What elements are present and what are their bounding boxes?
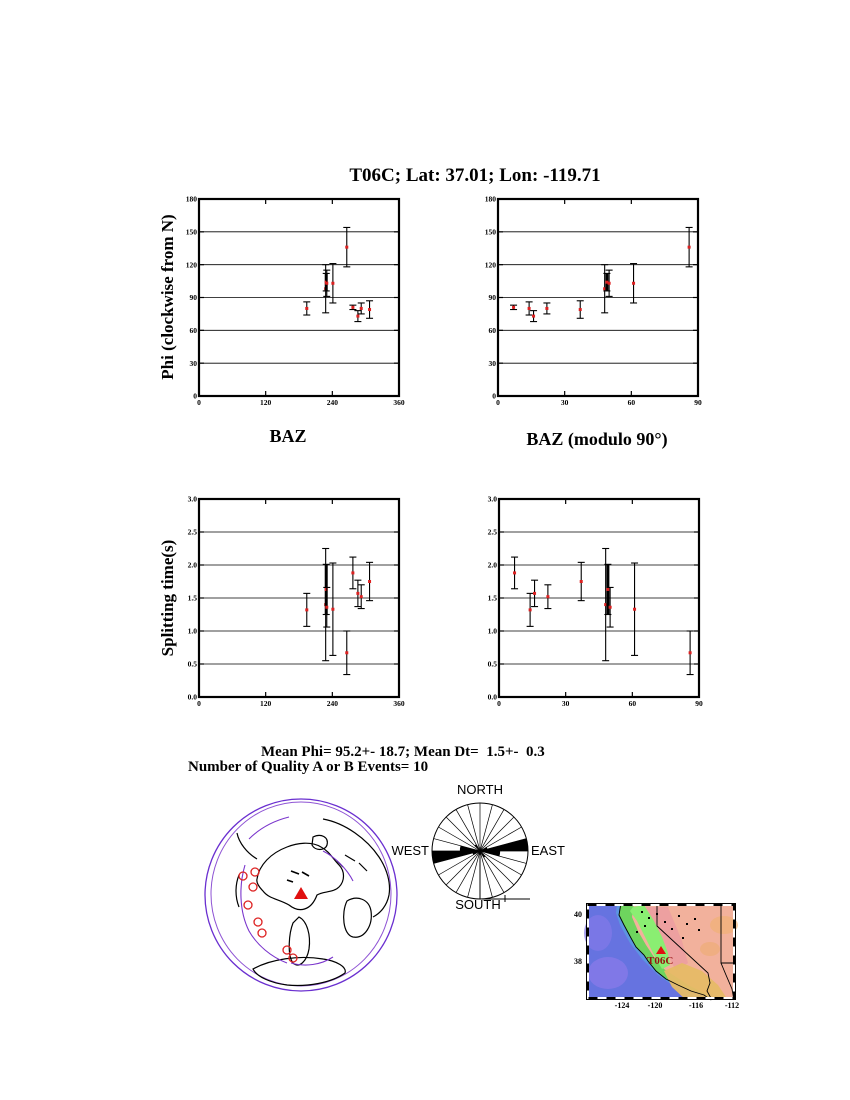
dt-vs-bazmod-panel <box>473 489 713 719</box>
svg-text:90: 90 <box>695 699 703 708</box>
svg-text:30: 30 <box>560 398 569 407</box>
svg-text:30: 30 <box>488 358 496 368</box>
map-lon-tick-1: -124 <box>614 1001 630 1010</box>
svg-text:120: 120 <box>484 260 496 270</box>
svg-text:360: 360 <box>393 699 405 708</box>
svg-text:2.5: 2.5 <box>187 527 197 537</box>
rose-label-north: NORTH <box>457 782 503 797</box>
svg-text:60: 60 <box>627 398 636 407</box>
svg-text:240: 240 <box>326 699 338 708</box>
svg-text:30: 30 <box>561 699 570 708</box>
svg-text:0.5: 0.5 <box>187 659 197 669</box>
baz-label: BAZ <box>269 426 307 446</box>
svg-text:0.5: 0.5 <box>487 659 497 669</box>
svg-text:120: 120 <box>185 260 197 270</box>
event-count-text: Number of Quality A or B Events= 10 <box>188 759 429 775</box>
phi-vs-baz-panel <box>173 189 413 418</box>
phi-axis-label: Phi (clockwise from N) <box>158 214 177 380</box>
svg-text:0: 0 <box>497 699 501 708</box>
baz-mod-label: BAZ (modulo 90°) <box>526 429 668 449</box>
svg-text:180: 180 <box>484 194 496 204</box>
figure-title: T06C; Lat: 37.01; Lon: -119.71 <box>349 165 601 186</box>
globe-map <box>195 795 410 995</box>
fast-direction-rose <box>390 778 575 918</box>
phi-vs-bazmod-panel <box>472 189 712 418</box>
svg-text:240: 240 <box>326 398 338 407</box>
map-lat-tick-1: 40 <box>574 910 582 919</box>
rose-label-south: SOUTH <box>455 897 501 912</box>
deep-ocean-patch1 <box>588 957 628 989</box>
dt-axis-label: Splitting time(s) <box>158 539 177 657</box>
svg-text:60: 60 <box>488 325 496 335</box>
basin-patch2 <box>700 942 720 956</box>
svg-text:2.0: 2.0 <box>187 560 197 570</box>
svg-text:1.5: 1.5 <box>487 593 497 603</box>
mean-summary-text: Mean Phi= 95.2+- 18.7; Mean Dt= 1.5+- 0.3 <box>261 744 545 760</box>
rose-label-east: EAST <box>531 843 565 858</box>
rose-label-west: WEST <box>391 843 429 858</box>
svg-text:3.0: 3.0 <box>487 494 497 504</box>
svg-text:180: 180 <box>185 194 197 204</box>
svg-text:0.0: 0.0 <box>487 692 497 702</box>
svg-text:360: 360 <box>393 398 405 407</box>
svg-text:2.5: 2.5 <box>487 527 497 537</box>
svg-text:90: 90 <box>189 293 197 303</box>
svg-text:30: 30 <box>189 358 197 368</box>
map-lon-tick-3: -116 <box>688 1001 704 1010</box>
regional-topo-map <box>586 903 736 1000</box>
svg-text:0: 0 <box>197 398 201 407</box>
svg-text:1.0: 1.0 <box>487 626 497 636</box>
svg-text:90: 90 <box>694 398 702 407</box>
svg-text:0.0: 0.0 <box>187 692 197 702</box>
map-station-label: T06C <box>647 955 674 967</box>
svg-text:0: 0 <box>492 391 496 401</box>
svg-text:2.0: 2.0 <box>487 560 497 570</box>
svg-text:90: 90 <box>488 293 496 303</box>
svg-text:1.5: 1.5 <box>187 593 197 603</box>
svg-text:3.0: 3.0 <box>187 494 197 504</box>
svg-text:1.0: 1.0 <box>187 626 197 636</box>
svg-text:120: 120 <box>260 699 272 708</box>
svg-text:0: 0 <box>496 398 500 407</box>
map-lon-tick-2: -120 <box>647 1001 663 1010</box>
svg-text:60: 60 <box>628 699 637 708</box>
dt-vs-baz-panel <box>173 489 413 719</box>
map-lat-tick-2: 38 <box>574 957 582 966</box>
plate-boundaries <box>241 817 353 965</box>
continent-outlines <box>236 819 390 986</box>
svg-text:150: 150 <box>484 227 496 237</box>
svg-text:0: 0 <box>193 391 197 401</box>
svg-text:150: 150 <box>185 227 197 237</box>
svg-text:120: 120 <box>260 398 272 407</box>
svg-text:60: 60 <box>189 325 197 335</box>
svg-text:0: 0 <box>197 699 201 708</box>
map-lon-tick-4: -112 <box>724 1001 740 1010</box>
